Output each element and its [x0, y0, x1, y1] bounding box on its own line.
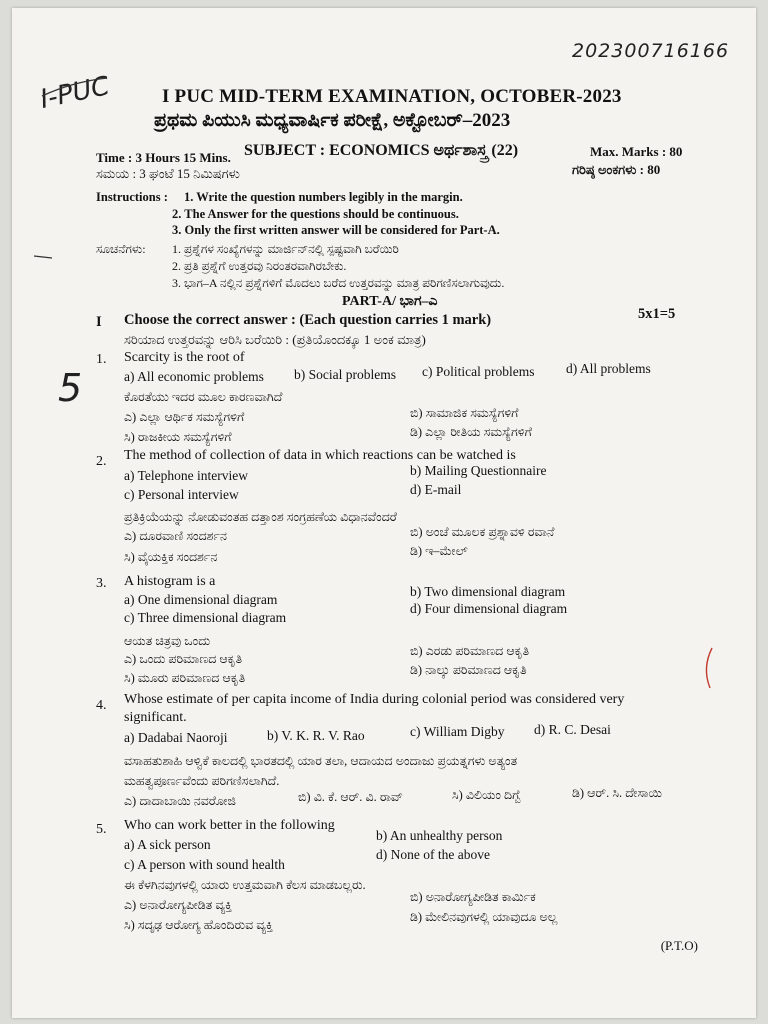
question-4-option-c-kannada: ಸಿ) ವಿಲಿಯಂ ದಿಗ್ಬೆ [452, 788, 521, 802]
question-5-text: Who can work better in the following [124, 818, 335, 833]
question-5-number: 5. [96, 822, 107, 837]
question-5-option-c-kannada: ಸಿ) ಸದೃಢ ಆರೋಗ್ಯ ಹೊಂದಿರುವ ವ್ಯಕ್ತಿ [124, 918, 273, 932]
question-2-option-d: d) E-mail [410, 482, 462, 497]
red-margin-mark [706, 648, 712, 688]
subject-line: SUBJECT : ECONOMICS ಅರ್ಥಶಾಸ್ತ್ರ (22) [244, 142, 519, 159]
exam-title-kannada: ಪ್ರಥಮ ಪಿಯುಸಿ ಮಧ್ಯವಾರ್ಷಿಕ ಪರೀಕ್ಷೆ, ಅಕ್ಟೋಬರ್–2023 [154, 110, 511, 131]
exam-title-english: I PUC MID-TERM EXAMINATION, OCTOBER-2023 [162, 86, 622, 107]
question-2-option-c-kannada: ಸಿ) ವೈಯಕ್ತಿಕ ಸಂದರ್ಶನ [124, 550, 218, 564]
question-5-option-d-kannada: ಡಿ) ಮೇಲಿನವುಗಳಲ್ಲಿ ಯಾವುದೂ ಅಲ್ಲ [410, 910, 558, 924]
instructions-label: Instructions : [96, 190, 168, 204]
max-marks-english: Max. Marks : 80 [590, 144, 683, 159]
class-mark-underline [42, 78, 107, 96]
margin-tick [34, 256, 52, 258]
question-4-text-kannada-continued: ಮಹತ್ವಪೂರ್ಣವೆಂದು ಪರಿಗಣಿಸಲಾಗಿದೆ. [124, 774, 280, 788]
exam-paper-sheet [12, 8, 756, 1018]
max-marks-kannada: ಗರಿಷ್ಠ ಅಂಕಗಳು : 80 [572, 162, 661, 177]
question-5-option-d: d) None of the above [376, 847, 490, 862]
question-2-option-c: c) Personal interview [124, 487, 239, 502]
question-4-option-b-kannada: ಬಿ) ವಿ. ಕೆ. ಆರ್. ವಿ. ರಾವ್ [298, 790, 403, 804]
question-5-option-a-kannada: ಎ) ಅನಾರೋಗ್ಯಪೀಡಿತ ವ್ಯಕ್ತಿ [124, 898, 232, 912]
question-2-option-a-kannada: ಎ) ದೂರವಾಣಿ ಸಂದರ್ಶನ [124, 529, 227, 543]
question-1-text: Scarcity is the root of [124, 350, 245, 365]
question-1-option-c-kannada: ಸಿ) ರಾಜಕೀಯ ಸಮಸ್ಯೆಗಳಿಗೆ [124, 430, 232, 444]
please-turn-over: (P.T.O) [660, 938, 698, 953]
question-1-option-d-kannada: ಡಿ) ಎಲ್ಲಾ ರೀತಿಯ ಸಮಸ್ಯೆಗಳಿಗೆ [410, 425, 532, 439]
question-3-option-c-kannada: ಸಿ) ಮೂರು ಪರಿಮಾಣದ ಆಕೃತಿ [124, 671, 246, 685]
margin-score-handwritten: 5 [58, 366, 83, 410]
question-2-text-kannada: ಪ್ರತಿಕ್ರಿಯೆಯನ್ನು ನೋಡುವಂತಹ ದತ್ತಾಂಶ ಸಂಗ್ರಹಣೆಯ ವಿಧಾನವೆಂದರೆ [124, 510, 397, 524]
question-4-option-b: b) V. K. R. V. Rao [267, 728, 365, 743]
section-marks: 5x1=5 [638, 306, 676, 322]
question-2-text: The method of collection of data in which reactions can be watched is [124, 448, 516, 463]
question-3-option-b: b) Two dimensional diagram [410, 584, 566, 599]
question-5-option-b-kannada: ಬಿ) ಅನಾರೋಗ್ಯಪೀಡಿತ ಕಾರ್ಮಿಕ [410, 890, 536, 904]
question-5-text-kannada: ಈ ಕೆಳಗಿನವುಗಳಲ್ಲಿ ಯಾರು ಉತ್ತಮವಾಗಿ ಕೆಲಸ ಮಾಡಬಲ್ಲರು. [124, 878, 366, 892]
question-3-option-d-kannada: ಡಿ) ನಾಲ್ಕು ಪರಿಮಾಣದ ಆಕೃತಿ [410, 663, 527, 677]
question-4-option-c: c) William Digby [410, 724, 505, 739]
instruction-kn-3: 3. ಭಾಗ–A ನಲ್ಲಿನ ಪ್ರಶ್ನೆಗಳಿಗೆ ಮೊದಲು ಬರೆದ ಉತ್ತರವನ್ನು ಮಾತ್ರ ಪರಿಗಣಿಸಲಾಗುವುದು. [172, 276, 505, 290]
question-2-option-a: a) Telephone interview [124, 468, 249, 483]
question-4-text-kannada: ವಸಾಹತುಶಾಹಿ ಆಳ್ವಿಕೆ ಕಾಲದಲ್ಲಿ ಭಾರತದಲ್ಲಿ ಯಾರ ತಲಾ, ಆದಾಯದ ಅಂದಾಜು ಪ್ರಯತ್ನಗಳು ಅತ್ಯಂತ [124, 754, 518, 768]
serial-number-handwritten: 202300716166 [572, 40, 730, 62]
time-english: Time : 3 Hours 15 Mins. [96, 150, 231, 165]
question-4-number: 4. [96, 698, 107, 713]
question-3-option-a-kannada: ಎ) ಒಂದು ಪರಿಮಾಣದ ಆಕೃತಿ [124, 652, 243, 666]
question-1-option-b-kannada: ಬಿ) ಸಾಮಾಜಿಕ ಸಮಸ್ಯೆಗಳಿಗೆ [410, 406, 519, 420]
question-3-text-kannada: ಆಯತ ಚಿತ್ರವು ಒಂದು [124, 634, 211, 648]
question-1-option-b: b) Social problems [294, 367, 396, 382]
section-instruction: Choose the correct answer : (Each question carries 1 mark) [124, 312, 492, 328]
question-1-option-d: d) All problems [566, 361, 651, 376]
question-5-option-a: a) A sick person [124, 837, 211, 852]
question-1-option-c: c) Political problems [422, 364, 535, 379]
class-mark-handwritten: I-PUC [37, 71, 113, 115]
question-5-option-c: c) A person with sound health [124, 857, 285, 872]
instruction-1: 1. Write the question numbers legibly in the margin. [184, 190, 463, 204]
question-2-number: 2. [96, 454, 107, 469]
question-1-text-kannada: ಕೊರತೆಯು ಇದರ ಮೂಲ ಕಾರಣವಾಗಿದೆ [124, 390, 283, 404]
section-number: I [96, 314, 102, 330]
question-4-option-a-kannada: ಎ) ದಾದಾಬಾಯಿ ನವರೋಜಿ [124, 794, 236, 808]
question-3-option-a: a) One dimensional diagram [124, 592, 278, 607]
instruction-3: 3. Only the first written answer will be considered for Part-A. [172, 223, 500, 237]
instruction-kn-2: 2. ಪ್ರತಿ ಪ್ರಶ್ನೆಗೆ ಉತ್ತರವು ನಿರಂತರವಾಗಿರಬೇಕು. [172, 259, 347, 273]
question-5-option-b: b) An unhealthy person [376, 828, 503, 843]
question-1-option-a-kannada: ಎ) ಎಲ್ಲಾ ಆರ್ಥಿಕ ಸಮಸ್ಯೆಗಳಿಗೆ [124, 410, 245, 424]
question-2-option-b: b) Mailing Questionnaire [410, 463, 547, 478]
instruction-2: 2. The Answer for the questions should be continuous. [172, 207, 459, 221]
question-4-option-d-kannada: ಡಿ) ಆರ್. ಸಿ. ದೇಸಾಯಿ [572, 786, 662, 800]
question-4-option-d: d) R. C. Desai [534, 722, 611, 737]
question-4-text-continued: significant. [124, 710, 187, 725]
section-instruction-kannada: ಸರಿಯಾದ ಉತ್ತರವನ್ನು ಆರಿಸಿ ಬರೆಯಿರಿ : (ಪ್ರತಿಯೊಂದಕ್ಕೂ 1 ಅಂಕ ಮಾತ್ರ) [124, 332, 426, 347]
question-2-option-b-kannada: ಬಿ) ಅಂಚೆ ಮೂಲಕ ಪ್ರಶ್ನಾವಳಿ ರವಾನೆ [410, 525, 555, 539]
question-4-option-a: a) Dadabai Naoroji [124, 730, 228, 745]
question-3-number: 3. [96, 576, 107, 591]
question-1-number: 1. [96, 352, 107, 367]
question-4-text: Whose estimate of per capita income of India during colonial period was considered very [124, 692, 625, 707]
question-3-option-b-kannada: ಬಿ) ಎರಡು ಪರಿಮಾಣದ ಆಕೃತಿ [410, 644, 530, 658]
question-2-option-d-kannada: ಡಿ) ಇ–ಮೇಲ್ [410, 544, 468, 558]
part-a-heading: PART-A/ ಭಾಗ–ಎ [342, 294, 438, 309]
instructions-label-kannada: ಸೂಚನೆಗಳು: [96, 242, 146, 256]
time-kannada: ಸಮಯ : 3 ಘಂಟೆ 15 ನಿಮಿಷಗಳು [96, 166, 240, 181]
question-3-option-c: c) Three dimensional diagram [124, 610, 287, 625]
question-3-text: A histogram is a [124, 574, 216, 589]
question-1-option-a: a) All economic problems [124, 369, 264, 384]
question-3-option-d: d) Four dimensional diagram [410, 601, 568, 616]
instruction-kn-1: 1. ಪ್ರಶ್ನೆಗಳ ಸಂಖ್ಯೆಗಳನ್ನು ಮಾರ್ಜಿನ್‌ನಲ್ಲಿ ಸ್ಪಷ್ಟವಾಗಿ ಬರೆಯಿರಿ [172, 242, 399, 256]
